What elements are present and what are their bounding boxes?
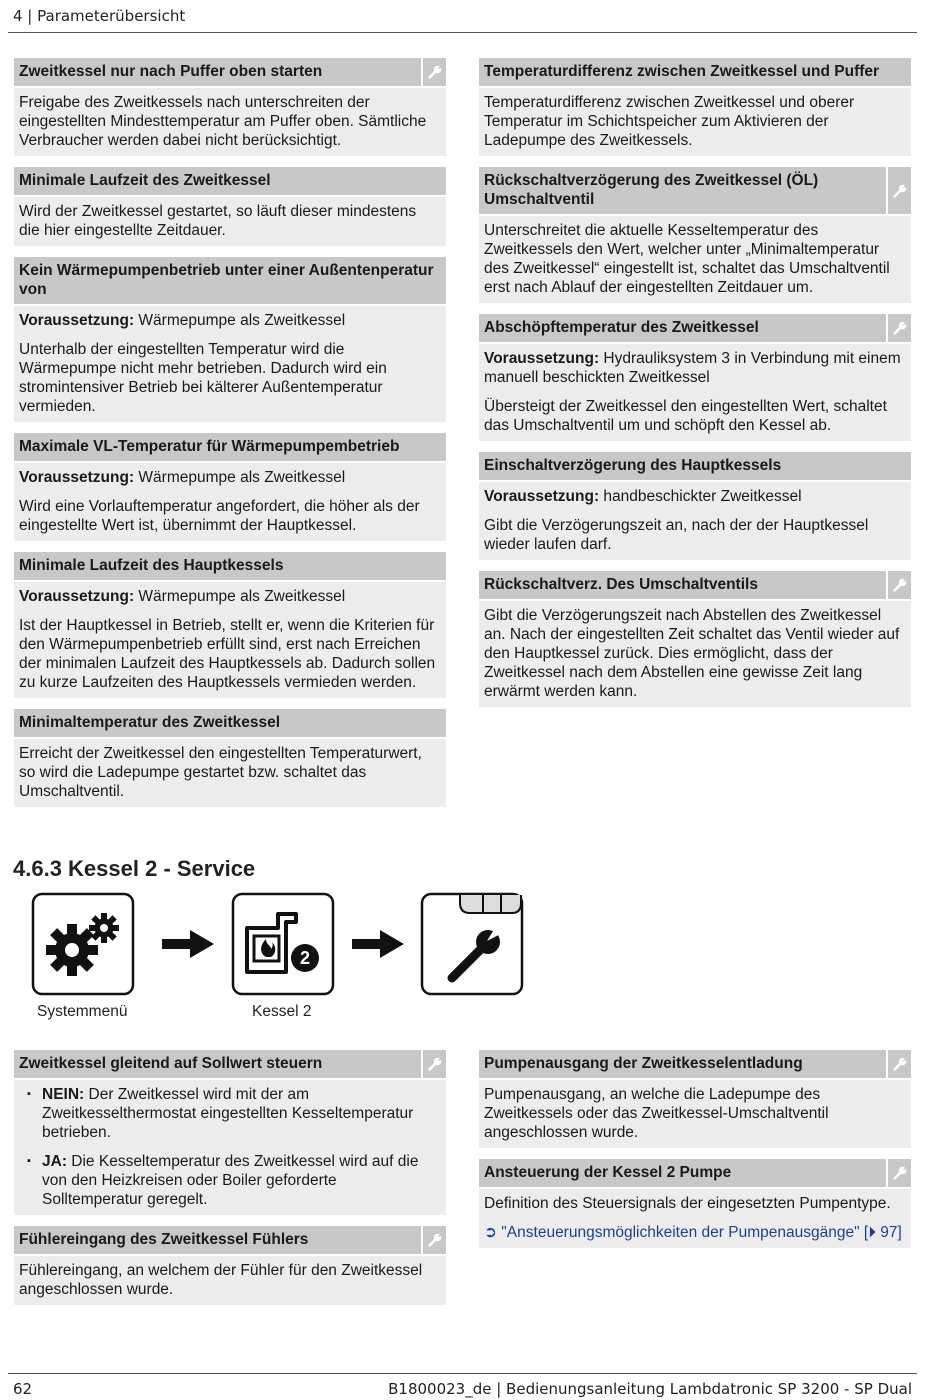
parameter-title: Zweitkessel gleitend auf Sollwert steuern: [19, 1055, 323, 1072]
parameter-header: [14, 1226, 446, 1256]
parameter-description: [479, 216, 911, 303]
parameter-header: [479, 571, 911, 601]
service-level-marker: [421, 1050, 446, 1078]
boiler-2-label: Kessel 2: [252, 1003, 312, 1020]
parameter-header: [14, 257, 446, 306]
wrench-icon: [892, 320, 908, 336]
paragraph-text: Freigabe des Zweitkessels nach unterschreiten der eingestellten Mindesttemperatur am Puffer oben. Sämtliche Verbraucher werden dabei nicht berücksichtigt.: [19, 94, 427, 149]
description-paragraph: [484, 606, 906, 701]
description-paragraph: [19, 93, 441, 150]
document-reference: B1800023_de | Bedienungsanleitung Lambdatronic SP 3200 - SP Dual: [388, 1380, 912, 1398]
parameter-title: Rückschaltverz. Des Umschaltventils: [484, 576, 758, 593]
parameter-description: [14, 463, 446, 541]
description-paragraph: [484, 1085, 906, 1142]
parameter-box: [479, 571, 911, 707]
section-title: 4.6.3 Kessel 2 - Service: [13, 856, 256, 881]
service-level-marker: [886, 167, 911, 214]
paragraph-text: handbeschickter Zweitkessel: [599, 488, 802, 505]
page-arrow-icon: ⏵: [868, 1224, 876, 1241]
parameter-box: [14, 552, 446, 698]
parameter-title: Rückschaltverzögerung des Zweitkessel (ÖL) Umschaltventil: [484, 172, 819, 208]
parameter-title: Minimale Laufzeit des Zweitkessel: [19, 172, 271, 189]
prerequisite-label: Voraussetzung:: [484, 350, 600, 367]
description-paragraph: [19, 311, 441, 330]
paragraph-text: Hydrauliksystem 3 in Verbindung mit einem manuell beschickten Zweitkessel: [484, 350, 901, 386]
parameter-box: [14, 1050, 446, 1215]
paragraph-text: Gibt die Verzögerungszeit nach Abstellen des Zweitkessel an. Nach der eingestellten Zeit schaltet das Ventil wieder auf den Hauptkessel zurück. Dies ermöglicht, dass der Zweitkessel nach dem Abstellen eine gewisse Zeit lang erwärmt werden kann.: [484, 607, 900, 700]
parameter-title: Minimaltemperatur des Zweitkessel: [19, 714, 281, 731]
description-paragraph: [484, 93, 906, 150]
paragraph-text: Unterschreitet die aktuelle Kesseltemperatur des Zweitkessels den Wert, welcher unter „Minimaltemperatur des Zweitkessel“ eingestellt ist, schaltet das Umschaltventil erst nach Ablauf der eingestellten Zeitdauer um.: [484, 222, 890, 296]
parameter-description: [14, 197, 446, 246]
option-list: [19, 1085, 441, 1209]
system-menu-label: Systemmenü: [37, 1003, 128, 1020]
parameter-header: [479, 1050, 911, 1080]
parameter-description: [14, 306, 446, 422]
parameter-box: [14, 433, 446, 541]
description-paragraph: [484, 221, 906, 297]
paragraph-text: Temperaturdifferenz zwischen Zweitkessel und oberer Temperatur im Schichtspeicher zum Aktivieren der Ladepumpe des Zweitkessels.: [484, 94, 855, 149]
parameter-header: [479, 1159, 911, 1189]
parameter-title: Pumpenausgang der Zweitkesselentladung: [484, 1055, 803, 1072]
description-paragraph: [484, 1223, 906, 1242]
description-paragraph: [484, 487, 906, 506]
description-paragraph: [484, 1194, 906, 1213]
parameter-description: [14, 739, 446, 807]
parameter-description: [14, 88, 446, 156]
parameter-title: Minimale Laufzeit des Hauptkessels: [19, 557, 284, 574]
description-paragraph: [19, 587, 441, 606]
option-text: Der Zweitkessel wird mit der am Zweitkesselthermostat eingestellten Kesseltemperatur betrieben.: [42, 1086, 414, 1141]
parameter-column-right: [479, 58, 911, 718]
parameter-description: [14, 1256, 446, 1305]
paragraph-text: Fühlereingang, an welchem der Fühler für den Zweitkessel angeschlossen wurde.: [19, 1262, 423, 1298]
service-level-marker: [886, 314, 911, 342]
parameter-box: [479, 58, 911, 156]
wrench-icon: [892, 1165, 908, 1181]
description-paragraph: [19, 497, 441, 535]
prerequisite-label: Voraussetzung:: [19, 312, 135, 329]
description-paragraph: [19, 1261, 441, 1299]
parameter-box: [14, 58, 446, 156]
option-text: Die Kesseltemperatur des Zweitkessel wird auf die von den Heizkreisen oder Boiler geforderte Solltemperatur geregelt.: [42, 1153, 419, 1208]
paragraph-text: Erreicht der Zweitkessel den eingestellten Temperaturwert, so wird die Ladepumpe gestartet bzw. schaltet das Umschaltventil.: [19, 745, 422, 800]
parameter-title: Zweitkessel nur nach Puffer oben starten: [19, 63, 323, 80]
prerequisite-label: Voraussetzung:: [484, 488, 600, 505]
parameter-header: [479, 314, 911, 344]
page-number: 62: [13, 1380, 33, 1398]
parameter-header: [14, 433, 446, 463]
boiler-2-tile: [233, 894, 333, 994]
description-paragraph: [19, 468, 441, 487]
arrow-right-icon: [352, 930, 404, 958]
option-label: NEIN:: [42, 1086, 85, 1103]
paragraph-text: Ist der Hauptkessel in Betrieb, stellt er, wenn die Kriterien für den Wärmepumpenbetrieb erfüllt sind, erst nach Erreichen der minimalen Laufzeit des Hauptkessels ab. Dadurch sollen zu kurze Laufzeiten des Hauptkessels vermieden werden.: [19, 617, 436, 691]
wrench-icon: [427, 64, 443, 80]
parameter-title: Abschöpftemperatur des Zweitkessel: [484, 319, 759, 336]
link-arrow-icon: ➲: [484, 1224, 497, 1241]
paragraph-text: Wird eine Vorlauftemperatur angefordert, die höher als der eingestellte Wert ist, übernimmt der Hauptkessel.: [19, 498, 420, 534]
parameter-box: [479, 314, 911, 441]
description-paragraph: [19, 616, 441, 692]
parameter-header: [479, 58, 911, 88]
service-tile: [422, 894, 522, 994]
cross-reference-link[interactable]: [484, 1224, 902, 1241]
parameter-description: [479, 88, 911, 156]
paragraph-text: Wärmepumpe als Zweitkessel: [134, 588, 346, 605]
wrench-icon: [427, 1056, 443, 1072]
service-column-right: [479, 1050, 911, 1259]
parameter-header: [14, 58, 446, 88]
parameter-header: [14, 709, 446, 739]
paragraph-text: Definition des Steuersignals der eingesetzten Pumpentype.: [484, 1195, 891, 1212]
wrench-icon: [892, 1056, 908, 1072]
boiler-number-badge: 2: [299, 948, 311, 968]
paragraph-text: Wärmepumpe als Zweitkessel: [134, 469, 346, 486]
parameter-description: [14, 1080, 446, 1215]
parameter-header: [14, 167, 446, 197]
description-paragraph: [19, 340, 441, 416]
parameter-header: [479, 167, 911, 216]
parameter-title: Fühlereingang des Zweitkessel Fühlers: [19, 1231, 309, 1248]
description-paragraph: [19, 202, 441, 240]
header-rule: [8, 32, 917, 33]
parameter-title: Kein Wärmepumpenbetrieb unter einer Außentenperatur von: [19, 262, 434, 298]
paragraph-text: Unterhalb der eingestellten Temperatur wird die Wärmepumpe nicht mehr betrieben. Dadurch wird ein stromintensiver Betrieb bei kälterer Außentemperatur vermieden.: [19, 341, 387, 415]
option-label: JA:: [42, 1153, 67, 1170]
parameter-description: [479, 344, 911, 441]
parameter-box: [14, 709, 446, 807]
paragraph-text: Übersteigt der Zweitkessel den eingestellten Wert, schaltet das Umschaltventil um und schöpft den Kessel ab.: [484, 398, 887, 434]
paragraph-text: Gibt die Verzögerungszeit an, nach der der Hauptkessel wieder laufen darf.: [484, 517, 869, 553]
paragraph-text: Wärmepumpe als Zweitkessel: [134, 312, 346, 329]
parameter-header: [479, 452, 911, 482]
paragraph-text: Pumpenausgang, an welche die Ladepumpe des Zweitkessels oder das Zweitkessel-Umschaltventil angeschlossen wurde.: [484, 1086, 829, 1141]
running-head: 4 | Parameterübersicht: [13, 7, 186, 25]
parameter-title: Einschaltverzögerung des Hauptkessels: [484, 457, 782, 474]
parameter-header: [14, 1050, 446, 1080]
parameter-box: [479, 452, 911, 560]
link-text: "Ansteuerungsmöglichkeiten der Pumpenausgänge" [: [497, 1224, 869, 1241]
service-level-marker: [886, 1050, 911, 1078]
parameter-box: [479, 1050, 911, 1148]
option-item: [42, 1152, 441, 1209]
parameter-description: [479, 482, 911, 560]
wrench-icon: [892, 183, 908, 199]
service-level-marker: [886, 1159, 911, 1187]
parameter-box: [14, 257, 446, 422]
paragraph-text: Wird der Zweitkessel gestartet, so läuft dieser mindestens die hier eingestellte Zeitdauer.: [19, 203, 417, 239]
parameter-box: [479, 167, 911, 303]
system-menu-tile: [33, 894, 133, 994]
parameter-column-left: [14, 58, 446, 818]
parameter-box: [14, 1226, 446, 1305]
service-level-marker: [421, 1226, 446, 1254]
description-paragraph: [19, 744, 441, 801]
parameter-title: Ansteuerung der Kessel 2 Pumpe: [484, 1164, 732, 1181]
parameter-description: [14, 582, 446, 698]
parameter-box: [14, 167, 446, 246]
parameter-description: [479, 1189, 911, 1248]
parameter-box: [479, 1159, 911, 1248]
option-item: [42, 1085, 441, 1142]
link-page: 97]: [875, 1224, 902, 1241]
parameter-header: [14, 552, 446, 582]
service-level-marker: [886, 571, 911, 599]
arrow-right-icon: [162, 930, 214, 958]
service-level-marker: [421, 58, 446, 86]
description-paragraph: [484, 516, 906, 554]
parameter-title: Maximale VL-Temperatur für Wärmepumpembetrieb: [19, 438, 400, 455]
description-paragraph: [484, 397, 906, 435]
service-column-left: [14, 1050, 446, 1316]
footer-rule: [8, 1373, 917, 1374]
wrench-icon: [892, 577, 908, 593]
wrench-icon: [427, 1232, 443, 1248]
parameter-description: [479, 1080, 911, 1148]
menu-navigation-figure: [0, 890, 560, 1030]
description-paragraph: [484, 349, 906, 387]
parameter-title: Temperaturdifferenz zwischen Zweitkessel und Puffer: [484, 63, 880, 80]
prerequisite-label: Voraussetzung:: [19, 469, 135, 486]
prerequisite-label: Voraussetzung:: [19, 588, 135, 605]
parameter-description: [479, 601, 911, 707]
